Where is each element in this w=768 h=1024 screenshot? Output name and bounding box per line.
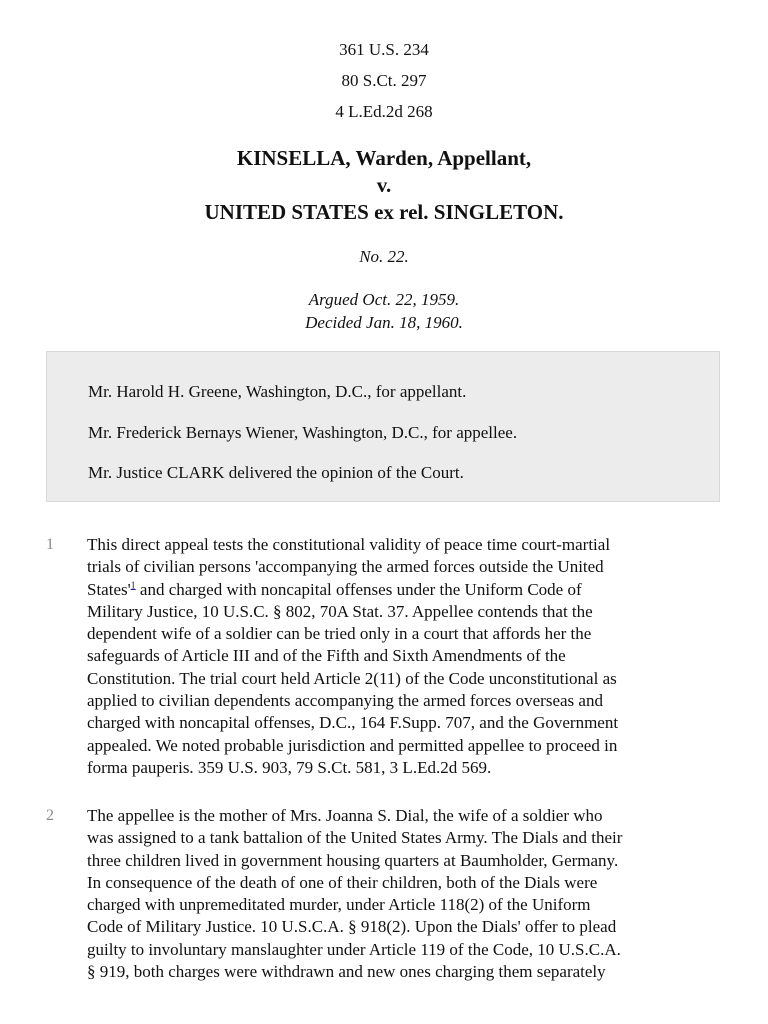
counsel-box [46, 351, 720, 502]
case-dates [0, 288, 768, 334]
paragraph-line: three children lived in government housing quarters at Baumholder, Germany. [87, 850, 619, 870]
citation-lawyers-edition: 4 L.Ed.2d 268 [335, 102, 433, 121]
caption-versus: v. [376, 173, 392, 197]
paragraph-line: charged with unpremeditated murder, under Article 118(2) of the Uniform [87, 895, 591, 915]
paragraph-line: guilty to involuntary manslaughter under Article 119 of the Code, 10 U.S.C.A. [87, 939, 621, 959]
paragraph-line: This direct appeal tests the constitutional validity of peace time court-martial [87, 535, 611, 554]
paragraph-line: Constitution. The trial court held Article 2(11) of the Code unconstitutional as [87, 668, 617, 688]
paragraph-line: safeguards of Article III and of the Fifth and Sixth Amendments of the [87, 646, 566, 666]
paragraph-line: The appellee is the mother of Mrs. Joanna S. Dial, the wife of a soldier who [87, 806, 603, 825]
citation-supreme-court-reporter: 80 S.Ct. 297 [341, 71, 427, 90]
paragraph-number: 2 [46, 807, 54, 824]
paragraph-text [87, 805, 727, 983]
paragraph-line: appealed. We noted probable jurisdiction and permitted appellee to proceed in [87, 735, 618, 755]
paragraph-line: trials of civilian persons 'accompanying the armed forces outside the United [87, 557, 604, 577]
paragraph-line [87, 579, 727, 601]
paragraph-line: applied to civilian dependents accompanying the armed forces overseas and [87, 691, 603, 711]
argued-date: Argued Oct. 22, 1959. [308, 290, 460, 309]
paragraph-line: was assigned to a tank battalion of the United States Army. The Dials and their [87, 828, 623, 848]
paragraph-line: § 919, both charges were withdrawn and new ones charging them separately [87, 962, 606, 982]
line-segment: and charged with noncapital offenses under the Uniform Code of [135, 579, 582, 599]
caption-appellant: KINSELLA, Warden, Appellant, [236, 146, 532, 170]
counsel-appellant: Mr. Harold H. Greene, Washington, D.C., for appellant. [88, 382, 467, 401]
counsel-appellee: Mr. Frederick Bernays Wiener, Washington, D.C., for appellee. [88, 423, 518, 442]
decided-date: Decided Jan. 18, 1960. [305, 313, 463, 332]
opinion-author: Mr. Justice CLARK delivered the opinion of the Court. [88, 463, 464, 482]
paragraph-line: dependent wife of a soldier can be tried only in a court that affords her the [87, 624, 592, 644]
caption-appellee: UNITED STATES ex rel. SINGLETON. [204, 200, 564, 224]
paragraph-number: 1 [46, 536, 54, 553]
paragraph-line: Military Justice, 10 U.S.C. § 802, 70A Stat. 37. Appellee contends that the [87, 601, 593, 621]
paragraph-line: In consequence of the death of one of their children, both of the Dials were [87, 872, 598, 892]
paragraph-line: charged with noncapital offenses, D.C., 164 F.Supp. 707, and the Government [87, 713, 619, 733]
case-citations [0, 34, 768, 127]
line-segment: States' [87, 579, 131, 599]
case-caption [0, 145, 768, 226]
paragraph-line: Code of Military Justice. 10 U.S.C.A. § 918(2). Upon the Dials' offer to plead [87, 917, 617, 937]
docket-number: No. 22. [359, 247, 409, 266]
citation-us-reports: 361 U.S. 234 [339, 40, 429, 59]
footnote-link[interactable]: 1 [130, 579, 136, 591]
paragraph-text [87, 534, 727, 779]
paragraph-line: forma pauperis. 359 U.S. 903, 79 S.Ct. 581, 3 L.Ed.2d 569. [87, 757, 492, 777]
